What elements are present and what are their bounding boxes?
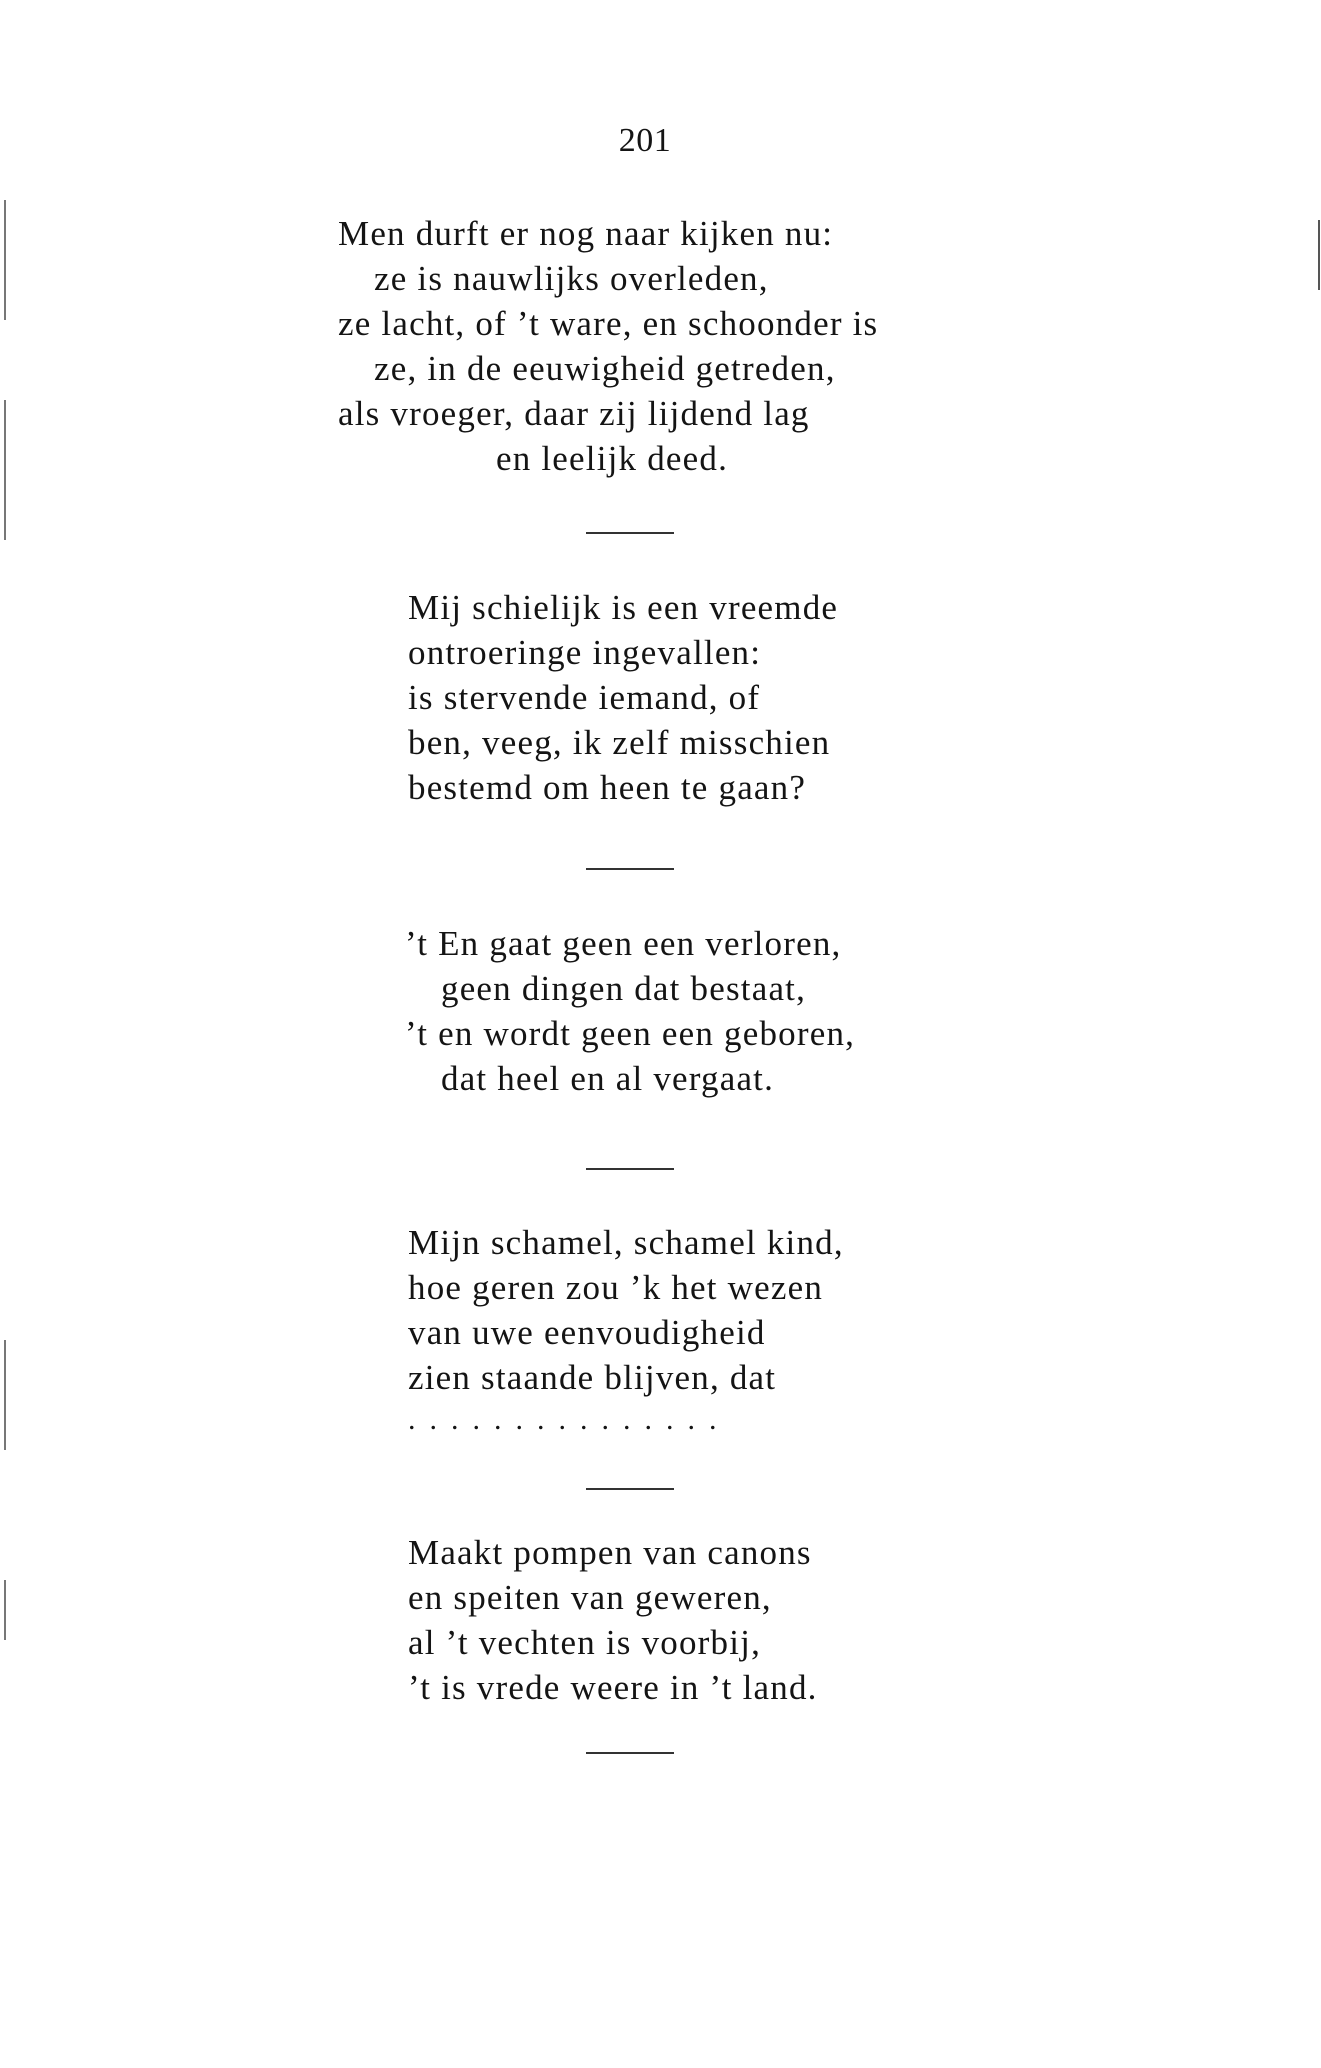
verse-line: ’t en wordt geen een geboren, <box>405 1014 856 1053</box>
stanza-3 <box>405 921 855 1101</box>
section-divider <box>586 1488 674 1490</box>
verse-line: hoe geren zou ’k het wezen <box>408 1268 824 1307</box>
verse-line: ze is nauwlijks overleden, <box>374 259 769 298</box>
verse-line: ben, veeg, ik zelf misschien <box>408 723 831 762</box>
verse-line: en leelijk deed. <box>496 439 729 478</box>
verse-line: geen dingen dat bestaat, <box>441 969 807 1008</box>
page-number: 201 <box>618 122 672 159</box>
ellipsis-dots: ............... <box>408 1403 731 1436</box>
verse-line: ze lacht, of ’t ware, en schoonder is <box>338 304 879 343</box>
stanza-1 <box>338 211 878 481</box>
verse-line: Maakt pompen van canons <box>408 1533 812 1572</box>
section-divider <box>586 868 674 870</box>
verse-line: van uwe eenvoudigheid <box>408 1313 766 1352</box>
verse-line: ontroeringe ingevallen: <box>408 633 762 672</box>
verse-line: al ’t vechten is voorbij, <box>408 1623 762 1662</box>
scan-edge-mark <box>4 1340 6 1450</box>
verse-line: als vroeger, daar zij lijdend lag <box>338 394 810 433</box>
verse-line: ’t En gaat geen een verloren, <box>405 924 842 963</box>
verse-line: Men durft er nog naar kijken nu: <box>338 214 834 253</box>
verse-line: dat heel en al vergaat. <box>441 1059 775 1098</box>
scan-edge-mark <box>4 400 6 540</box>
verse-line: en speiten van geweren, <box>408 1578 772 1617</box>
stanza-2 <box>408 585 838 810</box>
scan-edge-mark <box>4 1580 6 1640</box>
verse-line: Mijn schamel, schamel kind, <box>408 1223 844 1262</box>
scan-edge-mark <box>4 200 6 320</box>
verse-line: bestemd om heen te gaan? <box>408 768 807 807</box>
section-divider <box>586 532 674 534</box>
stanza-5 <box>408 1530 818 1710</box>
verse-line: ze, in de eeuwigheid getreden, <box>374 349 836 388</box>
section-divider <box>586 1168 674 1170</box>
scan-edge-mark <box>1318 220 1320 290</box>
stanza-4 <box>408 1220 844 1445</box>
verse-line: zien staande blijven, dat <box>408 1358 777 1397</box>
section-divider <box>586 1752 674 1754</box>
verse-line: ’t is vrede weere in ’t land. <box>408 1668 818 1707</box>
verse-line: is stervende iemand, of <box>408 678 761 717</box>
verse-line: Mij schielijk is een vreemde <box>408 588 839 627</box>
